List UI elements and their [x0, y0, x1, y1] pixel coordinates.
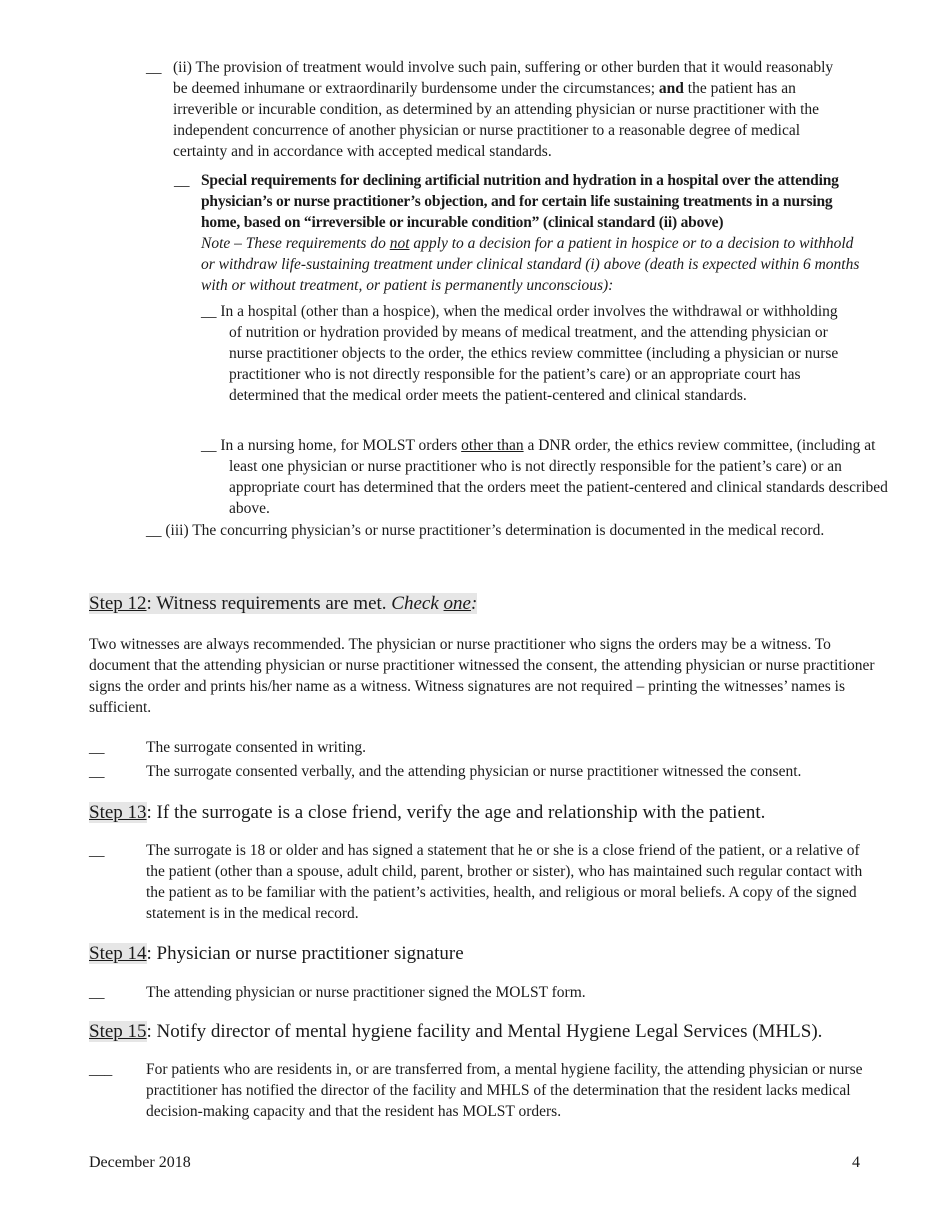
clinical-iii-text: __ (iii) The concurring physician’s or nurse practitioner’s determination is documented in the medical record.: [146, 522, 825, 539]
hospital-text: __ In a hospital (other than a hospice), when the medical order involves the withdrawal or withholding of nutrition or hydration provided by means of medical treatment, and the attending physician or nurse practitioner objects to the order, the ethics review committee (including a physician or nurse practitioner who is not directly responsible for the patient’s care) or an appropriate court has determined that the medical order meets the patient-centered and clinical standards.: [201, 303, 839, 404]
check-blank[interactable]: ___: [89, 1061, 113, 1078]
step12-paragraph: Two witnesses are always recommended. The physician or nurse practitioner who signs the orders may be a witness. To document that the attending physician or nurse practitioner witnessed the consent, the attending physician or nurse practitioner signs the order and prints his/her name as a witness. Witness signatures are not required – printing the witnesses’ names is sufficient.: [89, 636, 875, 716]
checkbox-item-clinical-iii: [146, 520, 846, 541]
step15-option-notified: ___ For patients who are residents in, or are transferred from, a mental hygiene facility, the attending physician or nurse practitioner has notified the director of the facility and MHLS of the determination that the resident lacks medical decision-making capacity and that the resident has MOLST orders.: [89, 1061, 863, 1120]
step13-heading: Step 13: If the surrogate is a close friend, verify the age and relationship with the patient.: [89, 802, 766, 823]
checkbox-item-special-requirements: [174, 170, 870, 296]
check-blank[interactable]: __: [89, 763, 105, 780]
check-blank[interactable]: __: [89, 842, 105, 859]
check-blank[interactable]: __: [146, 522, 162, 539]
check-blank[interactable]: __: [89, 739, 105, 756]
step13-option-close-friend: __ The surrogate is 18 or older and has signed a statement that he or she is a close friend of the patient, or a relative of the patient (other than a spouse, adult child, parent, brother or sister), who has maintained such regular contact with the patient as to be familiar with the patient’s activities, health, and religious or moral beliefs. A copy of the signed statement is in the medical record.: [89, 842, 863, 922]
step12-heading: Step 12: Witness requirements are met. Check one:: [89, 593, 478, 614]
check-blank[interactable]: __: [201, 303, 217, 320]
checkbox-item-hospital: [201, 301, 846, 406]
step15-heading: Step 15: Notify director of mental hygiene facility and Mental Hygiene Legal Services (MHLS).: [89, 1021, 823, 1042]
clinical-ii-text: (ii) The provision of treatment would involve such pain, suffering or other burden that it would reasonably be deemed inhumane or extraordinarily burdensome under the circumstances; and the patient has an irreverible or incurable condition, as determined by an attending physician or nurse practitioner with the independent concurrence of another physician or nurse practitioner to a reasonable degree of medical certainty and in accordance with accepted medical standards.: [173, 59, 834, 160]
step14-option-signed: __ The attending physician or nurse practitioner signed the MOLST form.: [89, 984, 586, 1001]
checkbox-item-clinical-ii: [146, 57, 846, 162]
step12-option-written: __ The surrogate consented in writing.: [89, 739, 366, 756]
nursing-home-text: __ In a nursing home, for MOLST orders other than a DNR order, the ethics review committee, (including at least one physician or nurse practitioner who is not directly responsible for the patient’s care) or an appropriate court has determined that the orders meet the patient-centered and clinical standards described above.: [201, 437, 888, 517]
check-blank[interactable]: __: [201, 437, 217, 454]
check-blank[interactable]: __: [89, 984, 105, 1001]
step14-heading: Step 14: Physician or nurse practitioner signature: [89, 943, 464, 964]
checkbox-item-nursing-home: [201, 435, 906, 519]
check-blank[interactable]: __: [146, 59, 162, 76]
special-requirements-heading: Special requirements for declining artificial nutrition and hydration in a hospital over the attending physician’s or nurse practitioner’s objection, and for certain life sustaining treatments in a nursing home, based on “irreversible or incurable condition” (clinical standard (ii) above): [201, 172, 839, 231]
footer-date: December 2018: [89, 1154, 191, 1171]
page-number: 4: [852, 1154, 860, 1171]
check-blank[interactable]: __: [174, 172, 190, 189]
step12-option-verbal: __ The surrogate consented verbally, and the attending physician or nurse practitioner witnessed the consent.: [89, 763, 802, 780]
special-requirements-note: Note – These requirements do not apply to a decision for a patient in hospice or to a decision to withhold or withdraw life-sustaining treatment under clinical standard (i) above (death is expected within 6 months with or without treatment, or patient is permanently unconscious):: [201, 235, 860, 294]
